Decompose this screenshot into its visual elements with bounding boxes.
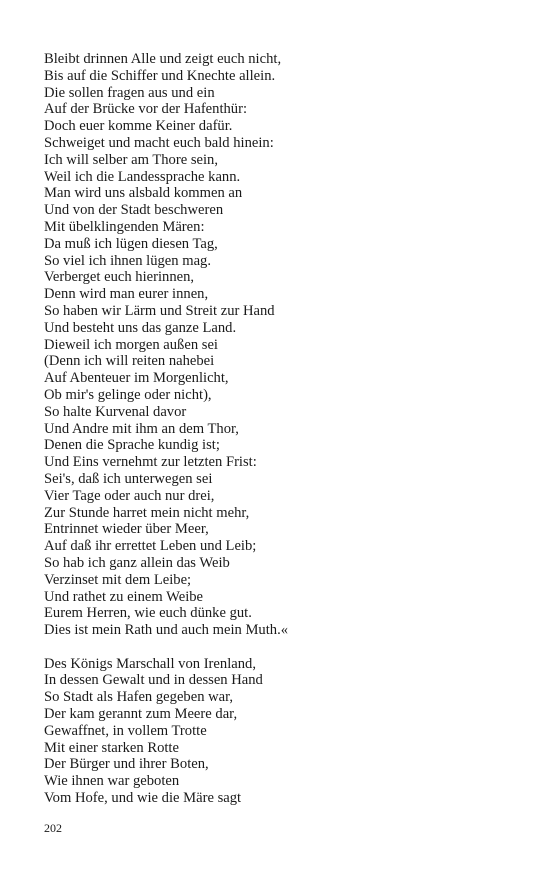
poem-line: Und Eins vernehmt zur letzten Frist:	[44, 454, 257, 471]
poem-line: Denen die Sprache kundig ist;	[44, 437, 220, 454]
poem-line: Dieweil ich morgen außen sei	[44, 336, 218, 353]
poem-line: Verberget euch hierinnen,	[44, 269, 195, 286]
poem-line: Weil ich die Landessprache kann.	[44, 168, 241, 185]
poem-line: Man wird uns alsbald kommen an	[44, 185, 243, 202]
poem-line: In dessen Gewalt und in dessen Hand	[44, 672, 263, 689]
poem-line: Dies ist mein Rath und auch mein Muth.«	[44, 622, 289, 639]
poem-line: Zur Stunde harret mein nicht mehr,	[44, 504, 250, 521]
poem-line: So hab ich ganz allein das Weib	[44, 554, 230, 571]
poem-line: Schweiget und macht euch bald hinein:	[44, 134, 274, 151]
poem-line: Bis auf die Schiffer und Knechte allein.	[44, 67, 276, 84]
poem-line: (Denn ich will reiten nahebei	[44, 353, 215, 370]
poem-line: Vier Tage oder auch nur drei,	[44, 487, 215, 504]
page-number: 202	[44, 821, 62, 835]
poem-line: Und von der Stadt beschweren	[44, 202, 224, 219]
poem-line: Mit übelklingenden Mären:	[44, 218, 205, 235]
poem-line: So Stadt als Hafen gegeben war,	[44, 689, 234, 706]
poem-line: Gewaffnet, in vollem Trotte	[44, 722, 207, 739]
poem-line: Bleibt drinnen Alle und zeigt euch nicht,	[44, 51, 282, 67]
poem-line: Mit einer starken Rotte	[44, 739, 179, 756]
poem-line: Auf daß ihr errettet Leben und Leib;	[44, 538, 257, 555]
stanza	[44, 656, 524, 807]
poem-line: Und besteht uns das ganze Land.	[44, 319, 237, 336]
poem-line: Entrinnet wieder über Meer,	[44, 521, 209, 538]
poem-text	[44, 51, 524, 824]
poem-line: Der kam gerannt zum Meere dar,	[44, 706, 238, 723]
poem-line: Des Königs Marschall von Irenland,	[44, 655, 256, 672]
poem-line: Auf der Brücke vor der Hafenthür:	[44, 101, 248, 118]
poem-line: Ich will selber am Thore sein,	[44, 151, 218, 168]
poem-line: Und Andre mit ihm an dem Thor,	[44, 420, 239, 437]
poem-line: So haben wir Lärm und Streit zur Hand	[44, 302, 275, 319]
poem-line: Verzinset mit dem Leibe;	[44, 571, 192, 588]
poem-line: Auf Abenteuer im Morgenlicht,	[44, 370, 229, 387]
poem-line: Denn wird man eurer innen,	[44, 286, 209, 303]
poem-line: So viel ich ihnen lügen mag.	[44, 252, 211, 269]
poem-line: Die sollen fragen aus und ein	[44, 84, 215, 101]
poem-line: Da muß ich lügen diesen Tag,	[44, 235, 218, 252]
poem-line: Ob mir's gelinge oder nicht),	[44, 386, 212, 403]
stanza	[44, 51, 524, 639]
poem-line: Der Bürger und ihrer Boten,	[44, 756, 209, 773]
poem-line: Und rathet zu einem Weibe	[44, 588, 204, 605]
poem-line: Wie ihnen war geboten	[44, 773, 180, 790]
poem-line: So halte Kurvenal davor	[44, 403, 187, 420]
poem-line: Vom Hofe, und wie die Märe sagt	[44, 790, 242, 807]
poem-line: Doch euer komme Keiner dafür.	[44, 118, 233, 135]
poem-line: Sei's, daß ich unterwegen sei	[44, 470, 213, 487]
poem-line: Eurem Herren, wie euch dünke gut.	[44, 605, 252, 622]
